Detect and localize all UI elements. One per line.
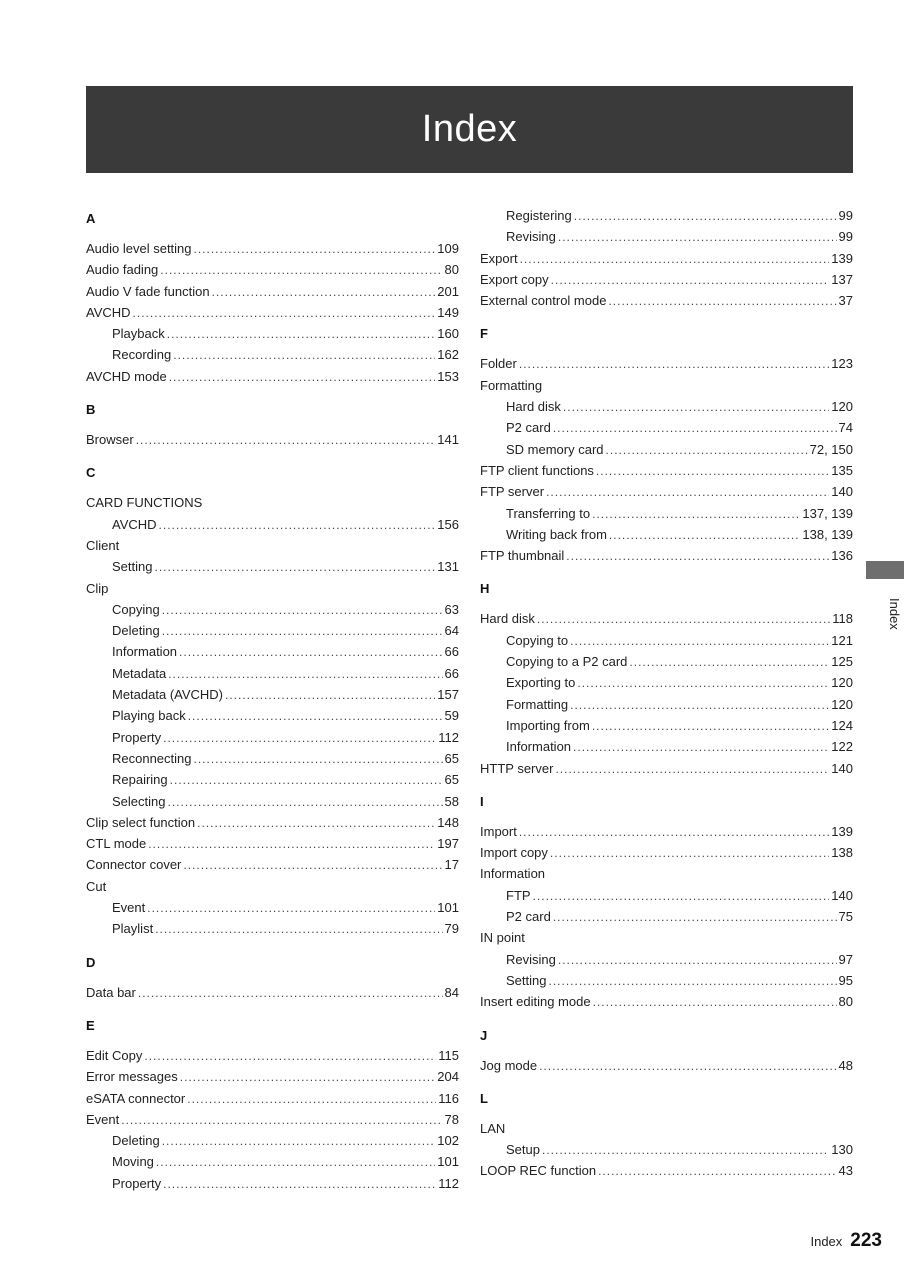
leader-dots	[558, 950, 837, 971]
index-term: Browser	[86, 432, 134, 448]
index-subentry	[480, 715, 853, 736]
leader-dots	[194, 239, 436, 260]
leader-dots	[121, 1110, 442, 1131]
index-term: Property	[112, 729, 162, 745]
leader-dots	[160, 260, 442, 281]
leader-dots	[194, 749, 443, 770]
index-term: FTP client functions	[480, 462, 594, 478]
index-page-number: 78	[444, 1111, 459, 1127]
index-entry	[86, 833, 459, 854]
index-page-number: 121	[831, 632, 853, 648]
index-term: Information	[480, 866, 546, 882]
leader-dots	[558, 227, 837, 248]
index-subentry	[480, 396, 853, 417]
footer-page-number: 223	[850, 1230, 882, 1251]
index-subentry	[86, 663, 459, 684]
index-term: FTP server	[480, 484, 545, 500]
leader-dots	[180, 1067, 436, 1088]
leader-dots	[154, 557, 435, 578]
leader-dots	[609, 525, 800, 546]
index-page-number: 99	[838, 208, 853, 223]
index-subentry	[480, 651, 853, 672]
leader-dots	[573, 737, 829, 758]
leader-dots	[173, 345, 435, 366]
index-page-number: 137	[831, 271, 853, 287]
index-term: Clip	[86, 580, 109, 596]
index-page-number: 153	[437, 368, 459, 384]
index-term: Export	[480, 250, 518, 266]
index-entry	[86, 1066, 459, 1087]
index-entry	[480, 863, 853, 884]
index-page-number: 156	[437, 516, 459, 532]
index-entry	[480, 269, 853, 290]
index-subentry	[86, 769, 459, 790]
index-subentry	[480, 205, 853, 226]
index-subentry	[480, 672, 853, 693]
index-term: IN point	[480, 930, 525, 946]
index-term: SD memory card	[506, 441, 604, 457]
leader-dots	[187, 1089, 436, 1110]
index-page-number: 102	[437, 1133, 459, 1149]
index-term: Error messages	[86, 1069, 178, 1085]
index-term: Cut	[86, 878, 107, 894]
index-term: FTP	[506, 887, 531, 903]
index-letter-heading: J	[480, 1027, 488, 1043]
index-entry	[480, 481, 853, 502]
index-term: Hard disk	[506, 399, 561, 415]
index-term: Setting	[112, 559, 153, 575]
index-entry	[480, 375, 853, 396]
leader-dots	[156, 1152, 435, 1173]
index-subentry	[480, 970, 853, 991]
index-page-number: 79	[444, 921, 459, 937]
index-page-number: 48	[838, 1057, 853, 1073]
index-term: Connector cover	[86, 857, 182, 873]
index-subentry	[480, 885, 853, 906]
leader-dots	[179, 642, 442, 663]
leader-dots	[519, 354, 829, 375]
index-term: LAN	[480, 1120, 506, 1136]
index-letter-heading: A	[86, 211, 96, 226]
index-page-number: 136	[831, 548, 853, 564]
index-subentry	[86, 1151, 459, 1172]
leader-dots	[537, 609, 830, 630]
index-subentry	[480, 736, 853, 757]
index-entry	[86, 492, 459, 513]
index-subentry	[86, 918, 459, 939]
index-term: Deleting	[112, 1133, 160, 1149]
index-page-number: 75	[838, 909, 853, 925]
leader-dots	[592, 716, 829, 737]
index-entry	[480, 460, 853, 481]
index-page-number: 80	[444, 262, 459, 278]
index-term: Client	[86, 537, 120, 553]
index-page-number: 120	[831, 696, 853, 712]
leader-dots	[168, 664, 442, 685]
index-term: Revising	[506, 951, 556, 967]
leader-dots	[570, 695, 829, 716]
index-term: Import	[480, 823, 517, 839]
index-page-number: 204	[437, 1069, 459, 1085]
index-subentry	[480, 503, 853, 524]
index-subentry	[480, 524, 853, 545]
index-term: Event	[86, 1111, 120, 1127]
index-term: Repairing	[112, 772, 168, 788]
index-term: Exporting to	[506, 675, 576, 691]
index-term: Recording	[112, 347, 172, 363]
index-term: Importing from	[506, 717, 590, 733]
index-page-number: 72, 150	[809, 441, 853, 457]
leader-dots	[577, 673, 829, 694]
index-page-number: 140	[831, 760, 853, 776]
index-term: AVCHD	[86, 304, 131, 320]
leader-dots	[539, 1056, 836, 1077]
index-entry	[480, 290, 853, 311]
index-term: Property	[112, 1175, 162, 1191]
index-page-number: 17	[444, 857, 459, 873]
index-subentry	[86, 514, 459, 535]
index-term: LOOP REC function	[480, 1163, 597, 1179]
index-term: Hard disk	[480, 611, 535, 627]
index-subentry	[86, 556, 459, 577]
index-page-number: 112	[438, 729, 459, 745]
index-entry	[86, 1045, 459, 1066]
index-page-number: 109	[437, 241, 459, 256]
side-tab-label: Index	[887, 598, 902, 630]
index-entry	[86, 281, 459, 302]
index-entry	[480, 1160, 853, 1181]
leader-dots	[520, 249, 830, 270]
index-letter-heading: F	[480, 326, 488, 342]
index-subentry	[86, 897, 459, 918]
leader-dots	[138, 983, 443, 1004]
index-term: CTL mode	[86, 836, 147, 852]
index-term: Selecting	[112, 793, 166, 809]
index-subentry	[480, 694, 853, 715]
leader-dots	[163, 1174, 436, 1195]
index-entry	[480, 1055, 853, 1076]
index-page-number: 97	[838, 951, 853, 967]
index-subentry	[86, 1173, 459, 1194]
index-term: Playlist	[112, 921, 154, 937]
leader-dots	[566, 546, 829, 567]
index-page-number: 201	[437, 283, 459, 299]
leader-dots	[533, 886, 830, 907]
index-page-number: 74	[838, 420, 853, 436]
index-term: Deleting	[112, 623, 160, 639]
index-letter-heading: E	[86, 1017, 95, 1033]
index-term: Registering	[506, 208, 572, 223]
index-page-number: 112	[438, 1175, 459, 1191]
leader-dots	[162, 621, 443, 642]
index-entry	[86, 259, 459, 280]
leader-dots	[574, 206, 837, 227]
index-page-number: 160	[437, 326, 459, 342]
index-subentry	[86, 620, 459, 641]
index-page-number: 80	[838, 994, 853, 1010]
leader-dots	[147, 898, 435, 919]
index-entry	[480, 353, 853, 374]
leader-dots	[553, 907, 837, 928]
index-entry	[480, 991, 853, 1012]
index-entry	[86, 366, 459, 387]
leader-dots	[550, 843, 829, 864]
index-term: Audio level setting	[86, 241, 192, 256]
index-subentry	[86, 1130, 459, 1151]
index-subentry	[480, 906, 853, 927]
index-page-number: 139	[831, 823, 853, 839]
index-term: Playback	[112, 326, 165, 342]
leader-dots	[183, 855, 442, 876]
index-subentry	[86, 727, 459, 748]
leader-dots	[606, 440, 808, 461]
index-term: Setup	[506, 1142, 540, 1158]
index-term: CARD FUNCTIONS	[86, 495, 203, 511]
leader-dots	[188, 706, 443, 727]
index-entry	[480, 842, 853, 863]
index-term: Folder	[480, 356, 517, 372]
leader-dots	[159, 515, 436, 536]
index-entry	[480, 608, 853, 629]
index-page-number: 66	[444, 665, 459, 681]
index-page-number: 84	[444, 984, 459, 1000]
index-term: Audio V fade function	[86, 283, 210, 299]
index-page-number: 58	[444, 793, 459, 809]
index-term: eSATA connector	[86, 1090, 186, 1106]
index-page-number: 122	[831, 739, 853, 755]
index-column-right	[480, 205, 853, 1182]
index-page-number: 101	[437, 1154, 459, 1170]
index-page-number: 137, 139	[802, 505, 853, 521]
index-entry	[86, 1088, 459, 1109]
index-term: Import copy	[480, 845, 548, 861]
index-term: Edit Copy	[86, 1047, 143, 1063]
index-page-number: 131	[437, 559, 459, 575]
leader-dots	[593, 992, 837, 1013]
index-page-number: 63	[444, 601, 459, 617]
index-term: Reconnecting	[112, 750, 192, 766]
index-entry	[480, 758, 853, 779]
index-term: Copying to	[506, 632, 569, 648]
index-entry	[480, 545, 853, 566]
index-entry	[86, 854, 459, 875]
index-page-number: 135	[831, 462, 853, 478]
index-page-number: 130	[831, 1142, 853, 1158]
index-entry	[86, 302, 459, 323]
index-subentry	[86, 599, 459, 620]
index-letter-heading: B	[86, 402, 96, 418]
index-term: Setting	[506, 972, 547, 988]
index-term: AVCHD mode	[86, 368, 167, 384]
leader-dots	[225, 685, 435, 706]
leader-dots	[167, 792, 442, 813]
index-page-number: 99	[838, 229, 853, 245]
side-tab-marker	[866, 561, 904, 579]
leader-dots	[162, 1131, 436, 1152]
index-page-number: 95	[838, 972, 853, 988]
leader-dots	[155, 919, 442, 940]
index-page-number: 118	[832, 611, 853, 627]
index-entry	[86, 238, 459, 259]
index-entry	[86, 578, 459, 599]
index-page-number: 37	[838, 293, 853, 309]
leader-dots	[563, 397, 829, 418]
index-page-number: 124	[831, 717, 853, 733]
index-entry	[480, 1118, 853, 1139]
index-subentry	[86, 791, 459, 812]
leader-dots	[148, 834, 435, 855]
index-term: Playing back	[112, 708, 186, 724]
index-subentry	[480, 1139, 853, 1160]
page-footer	[810, 1230, 882, 1252]
index-subentry	[480, 439, 853, 460]
index-term: Audio fading	[86, 262, 159, 278]
index-subentry	[86, 748, 459, 769]
leader-dots	[170, 770, 443, 791]
index-entry	[86, 876, 459, 897]
index-term: AVCHD	[112, 516, 157, 532]
leader-dots	[169, 367, 436, 388]
index-entry	[480, 927, 853, 948]
index-term: FTP thumbnail	[480, 548, 565, 564]
index-subentry	[86, 344, 459, 365]
index-letter-heading: I	[480, 793, 484, 809]
index-entry	[86, 982, 459, 1003]
index-page-number: 138	[831, 845, 853, 861]
index-entry	[86, 1109, 459, 1130]
index-subentry	[480, 949, 853, 970]
index-term: Metadata (AVCHD)	[112, 687, 224, 703]
index-subentry	[480, 226, 853, 247]
index-term: Event	[112, 900, 146, 916]
index-letter-heading: H	[480, 581, 490, 597]
index-page-number: 140	[831, 887, 853, 903]
footer-label: Index	[810, 1234, 843, 1249]
index-page-number: 138, 139	[802, 526, 853, 542]
index-term: Export copy	[480, 271, 549, 287]
index-page-number: 149	[437, 304, 459, 320]
index-page-number: 123	[831, 356, 853, 372]
index-page-number: 65	[444, 750, 459, 766]
leader-dots	[167, 324, 436, 345]
leader-dots	[570, 631, 829, 652]
index-entry	[86, 535, 459, 556]
leader-dots	[555, 759, 829, 780]
leader-dots	[519, 822, 829, 843]
index-term: P2 card	[506, 420, 551, 436]
index-page-number: 140	[831, 484, 853, 500]
index-page-number: 59	[444, 708, 459, 724]
index-term: External control mode	[480, 293, 607, 309]
index-page-number: 101	[437, 900, 459, 916]
leader-dots	[608, 291, 836, 312]
index-term: Formatting	[480, 377, 543, 393]
leader-dots	[553, 418, 837, 439]
index-subentry	[480, 417, 853, 438]
leader-dots	[546, 482, 829, 503]
index-entry	[480, 248, 853, 269]
leader-dots	[551, 270, 830, 291]
index-term: HTTP server	[480, 760, 554, 776]
index-term: Clip select function	[86, 814, 196, 830]
index-term: Data bar	[86, 984, 136, 1000]
index-page-number: 66	[444, 644, 459, 660]
index-subentry	[86, 705, 459, 726]
index-subentry	[86, 641, 459, 662]
leader-dots	[542, 1140, 829, 1161]
index-page-number: 120	[831, 675, 853, 691]
index-page-number: 141	[437, 432, 459, 448]
index-page-number: 148	[437, 814, 459, 830]
index-term: Insert editing mode	[480, 994, 591, 1010]
index-term: Copying	[112, 601, 160, 617]
index-term: P2 card	[506, 909, 551, 925]
index-term: Jog mode	[480, 1057, 538, 1073]
index-entry	[86, 429, 459, 450]
index-page-number: 157	[437, 687, 459, 703]
leader-dots	[136, 430, 436, 451]
index-letter-heading: D	[86, 954, 96, 970]
index-column-left	[86, 205, 459, 1194]
index-page-number: 139	[831, 250, 853, 266]
index-page-number: 116	[438, 1090, 459, 1106]
index-term: Moving	[112, 1154, 154, 1170]
leader-dots	[596, 461, 829, 482]
index-term: Formatting	[506, 696, 569, 712]
index-page-number: 120	[831, 399, 853, 415]
index-page-number: 125	[831, 654, 853, 670]
index-term: Information	[506, 739, 572, 755]
leader-dots	[629, 652, 829, 673]
index-page-number: 64	[444, 623, 459, 639]
index-term: Information	[112, 644, 178, 660]
index-term: Revising	[506, 229, 556, 245]
index-letter-heading: C	[86, 465, 96, 481]
index-subentry	[86, 684, 459, 705]
page-title: Index	[421, 108, 518, 150]
index-entry	[480, 821, 853, 842]
index-subentry	[480, 630, 853, 651]
index-term: Metadata	[112, 665, 167, 681]
index-term: Copying to a P2 card	[506, 654, 628, 670]
index-page-number: 115	[438, 1047, 459, 1063]
index-page-number: 162	[437, 347, 459, 363]
leader-dots	[548, 971, 836, 992]
index-page-number: 43	[838, 1163, 853, 1179]
leader-dots	[598, 1161, 836, 1182]
index-subentry	[86, 323, 459, 344]
leader-dots	[133, 303, 436, 324]
title-banner	[86, 86, 853, 173]
index-page-number: 197	[437, 836, 459, 852]
index-page-number: 65	[444, 772, 459, 788]
index-term: Writing back from	[506, 526, 607, 542]
index-term: Transferring to	[506, 505, 591, 521]
leader-dots	[144, 1046, 436, 1067]
leader-dots	[592, 504, 800, 525]
index-letter-heading: L	[480, 1090, 488, 1106]
leader-dots	[163, 728, 436, 749]
index-entry	[86, 812, 459, 833]
leader-dots	[162, 600, 443, 621]
leader-dots	[212, 282, 436, 303]
leader-dots	[197, 813, 435, 834]
